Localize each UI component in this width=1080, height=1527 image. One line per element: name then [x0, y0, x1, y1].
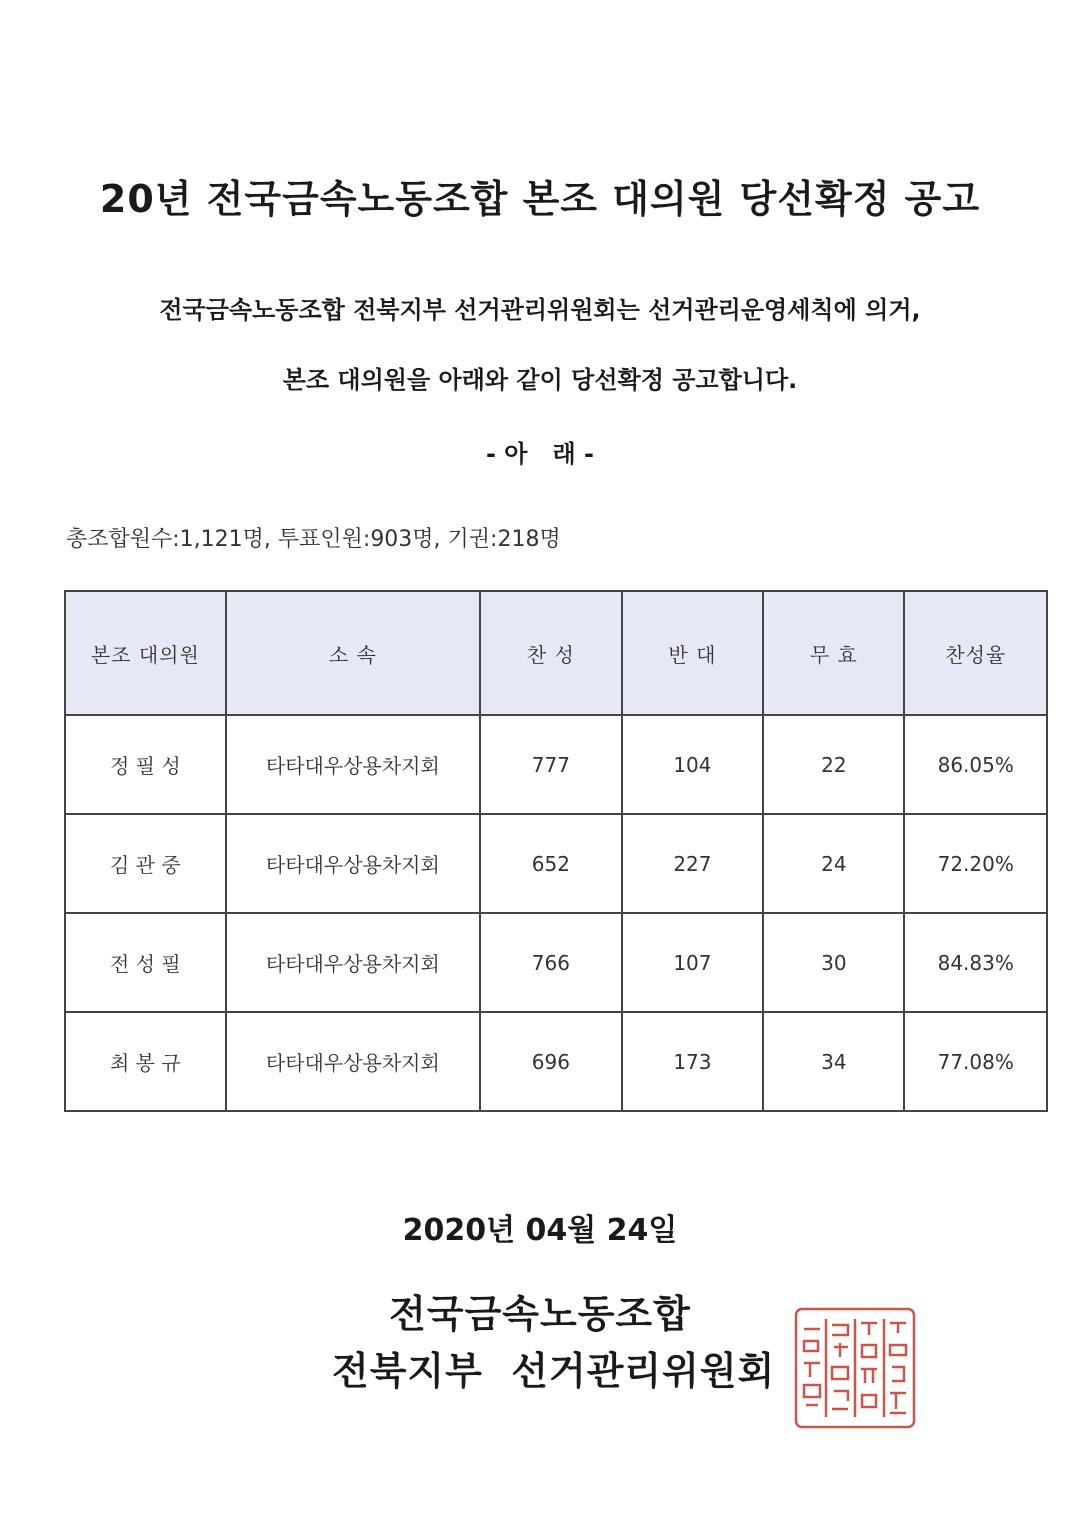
- header-yes: 찬 성: [480, 591, 622, 715]
- cell-approval-rate: 72.20%: [904, 814, 1047, 913]
- header-no: 반 대: [622, 591, 764, 715]
- table-row: [65, 913, 1047, 1012]
- header-row: [65, 591, 1047, 715]
- table-row: [65, 1012, 1047, 1111]
- cell-delegate: 최 봉 규: [65, 1012, 226, 1111]
- notice-date: 2020년 04월 24일: [402, 1213, 678, 1248]
- intro-line-1: 전국금속노동조합 전북지부 선거관리위원회는 선거관리운영세칙에 의거,: [159, 296, 921, 324]
- table-row: [65, 814, 1047, 913]
- cell-affiliation: 타타대우상용차지회: [226, 913, 480, 1012]
- header-approval-rate: 찬성율: [904, 591, 1047, 715]
- header-affiliation: 소 속: [226, 591, 480, 715]
- below-marker: - 아 래 -: [485, 440, 595, 468]
- cell-yes: 766: [480, 913, 622, 1012]
- header-delegate: 본조 대의원: [65, 591, 226, 715]
- cell-delegate: 김 관 중: [65, 814, 226, 913]
- cell-no: 227: [622, 814, 764, 913]
- cell-approval-rate: 77.08%: [904, 1012, 1047, 1111]
- cell-invalid: 34: [763, 1012, 904, 1111]
- table-row: [65, 715, 1047, 814]
- cell-affiliation: 타타대우상용차지회: [226, 1012, 480, 1111]
- results-table: [64, 590, 1048, 1112]
- seal-stamp: [796, 1309, 914, 1427]
- official-seal-icon: [792, 1305, 918, 1431]
- cell-yes: 696: [480, 1012, 622, 1111]
- intro-line-2: 본조 대의원을 아래와 같이 당선확정 공고합니다.: [282, 366, 798, 394]
- committee-name: 전북지부 선거관리위원회: [332, 1349, 776, 1393]
- cell-approval-rate: 84.83%: [904, 913, 1047, 1012]
- header-invalid: 무 효: [763, 591, 904, 715]
- cell-no: 173: [622, 1012, 764, 1111]
- cell-no: 104: [622, 715, 764, 814]
- cell-delegate: 정 필 성: [65, 715, 226, 814]
- cell-yes: 777: [480, 715, 622, 814]
- notice-title: 20년 전국금속노동조합 본조 대의원 당선확정 공고: [99, 177, 981, 221]
- vote-stats: 총조합원수:1,121명, 투표인원:903명, 기권:218명: [66, 527, 561, 552]
- cell-invalid: 30: [763, 913, 904, 1012]
- cell-yes: 652: [480, 814, 622, 913]
- cell-affiliation: 타타대우상용차지회: [226, 814, 480, 913]
- cell-affiliation: 타타대우상용차지회: [226, 715, 480, 814]
- cell-delegate: 전 성 필: [65, 913, 226, 1012]
- cell-no: 107: [622, 913, 764, 1012]
- cell-approval-rate: 86.05%: [904, 715, 1047, 814]
- cell-invalid: 24: [763, 814, 904, 913]
- cell-invalid: 22: [763, 715, 904, 814]
- organization-name: 전국금속노동조합: [389, 1292, 691, 1336]
